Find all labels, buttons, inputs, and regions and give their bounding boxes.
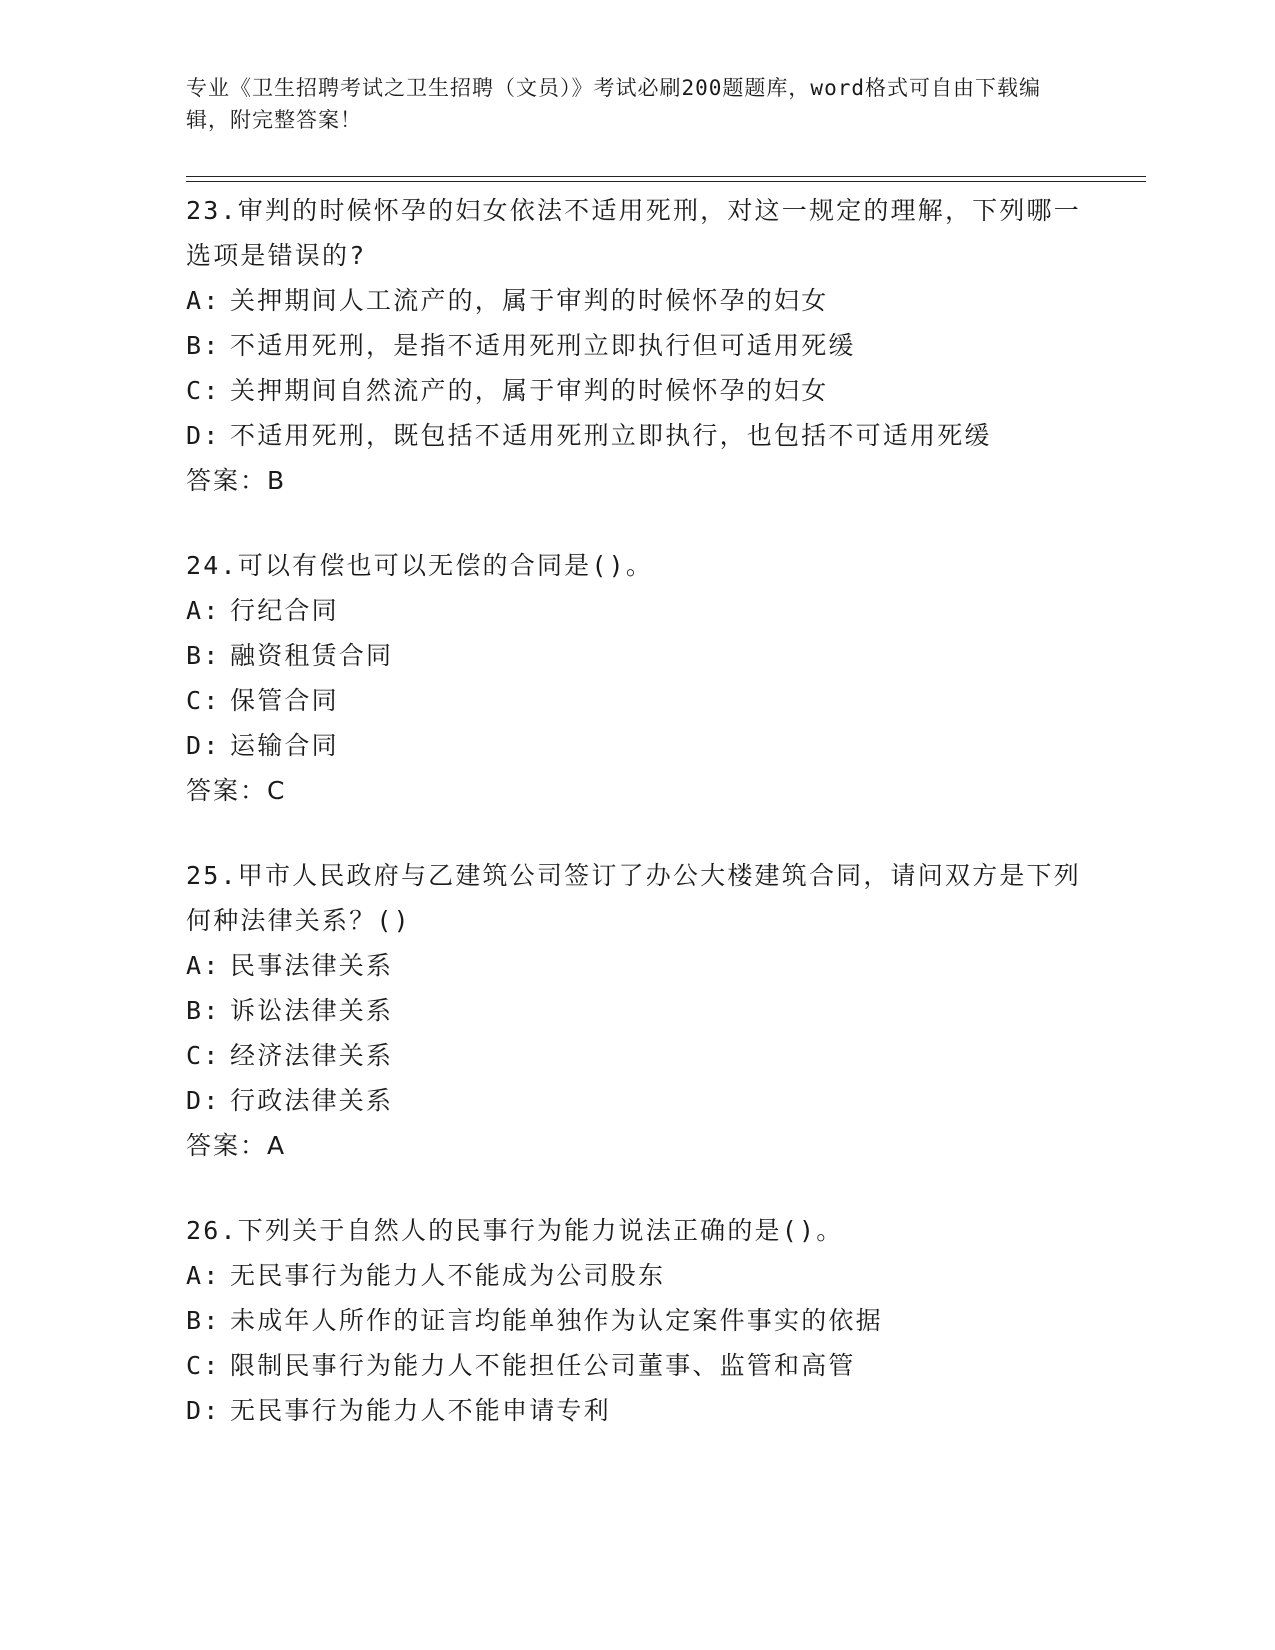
option-text: 民事法律关系: [230, 951, 394, 980]
option-a: [186, 943, 1086, 988]
question-item: [186, 1208, 1086, 1433]
option-a: [186, 1253, 1086, 1298]
option-text: 经济法律关系: [230, 1041, 394, 1070]
option-letter: A:: [186, 951, 221, 980]
question-stem: 25.甲市人民政府与乙建筑公司签订了办公大楼建筑合同，请问双方是下列何种法律关系？(): [186, 861, 1081, 935]
option-letter: D:: [186, 1396, 221, 1425]
option-letter: B:: [186, 1306, 221, 1335]
option-text: 不适用死刑，是指不适用死刑立即执行但可适用死缓: [230, 331, 856, 360]
option-b: [186, 323, 1086, 368]
option-letter: C:: [186, 1351, 221, 1380]
option-text: 融资租赁合同: [230, 641, 394, 670]
question-stem: 26.下列关于自然人的民事行为能力说法正确的是()。: [186, 1216, 844, 1245]
option-text: 行纪合同: [230, 596, 339, 625]
option-text: 运输合同: [230, 731, 339, 760]
option-c: [186, 678, 1086, 723]
header-divider-top: [186, 176, 1146, 177]
option-text: 未成年人所作的证言均能单独作为认定案件事实的依据: [230, 1306, 883, 1335]
option-text: 无民事行为能力人不能申请专利: [230, 1396, 611, 1425]
option-letter: A:: [186, 596, 221, 625]
option-letter: B:: [186, 996, 221, 1025]
option-d: [186, 1078, 1086, 1123]
option-text: 不适用死刑，既包括不适用死刑立即执行，也包括不可适用死缓: [230, 421, 992, 450]
question-list: [186, 188, 1086, 1473]
question-item: [186, 188, 1086, 503]
option-text: 无民事行为能力人不能成为公司股东: [230, 1261, 666, 1290]
option-text: 行政法律关系: [230, 1086, 394, 1115]
option-letter: B:: [186, 641, 221, 670]
answer-line: 答案：C: [186, 776, 287, 805]
document-header: 专业《卫生招聘考试之卫生招聘（文员）》考试必刷200题题库，word格式可自由下载编辑，附完整答案！: [186, 76, 1041, 132]
option-a: [186, 588, 1086, 633]
option-letter: A:: [186, 286, 221, 315]
option-letter: C:: [186, 686, 221, 715]
option-a: [186, 278, 1086, 323]
option-text: 关押期间自然流产的，属于审判的时候怀孕的妇女: [230, 376, 829, 405]
option-letter: C:: [186, 376, 221, 405]
option-b: [186, 988, 1086, 1033]
answer-line: 答案：A: [186, 1131, 287, 1160]
header-divider-bottom: [186, 181, 1146, 182]
option-text: 诉讼法律关系: [230, 996, 394, 1025]
option-letter: A:: [186, 1261, 221, 1290]
option-text: 保管合同: [230, 686, 339, 715]
question-stem: 24.可以有偿也可以无偿的合同是()。: [186, 551, 654, 580]
option-text: 限制民事行为能力人不能担任公司董事、监管和高管: [230, 1351, 856, 1380]
question-item: [186, 853, 1086, 1168]
option-c: [186, 368, 1086, 413]
option-letter: C:: [186, 1041, 221, 1070]
question-stem: 23.审判的时候怀孕的妇女依法不适用死刑，对这一规定的理解，下列哪一选项是错误的?: [186, 196, 1081, 270]
option-letter: D:: [186, 421, 221, 450]
option-b: [186, 1298, 1086, 1343]
option-text: 关押期间人工流产的，属于审判的时候怀孕的妇女: [230, 286, 829, 315]
question-item: [186, 543, 1086, 813]
option-letter: B:: [186, 331, 221, 360]
option-c: [186, 1033, 1086, 1078]
option-letter: D:: [186, 731, 221, 760]
answer-line: 答案：B: [186, 466, 287, 495]
option-d: [186, 1388, 1086, 1433]
option-c: [186, 1343, 1086, 1388]
option-d: [186, 723, 1086, 768]
option-letter: D:: [186, 1086, 221, 1115]
option-d: [186, 413, 1086, 458]
option-b: [186, 633, 1086, 678]
